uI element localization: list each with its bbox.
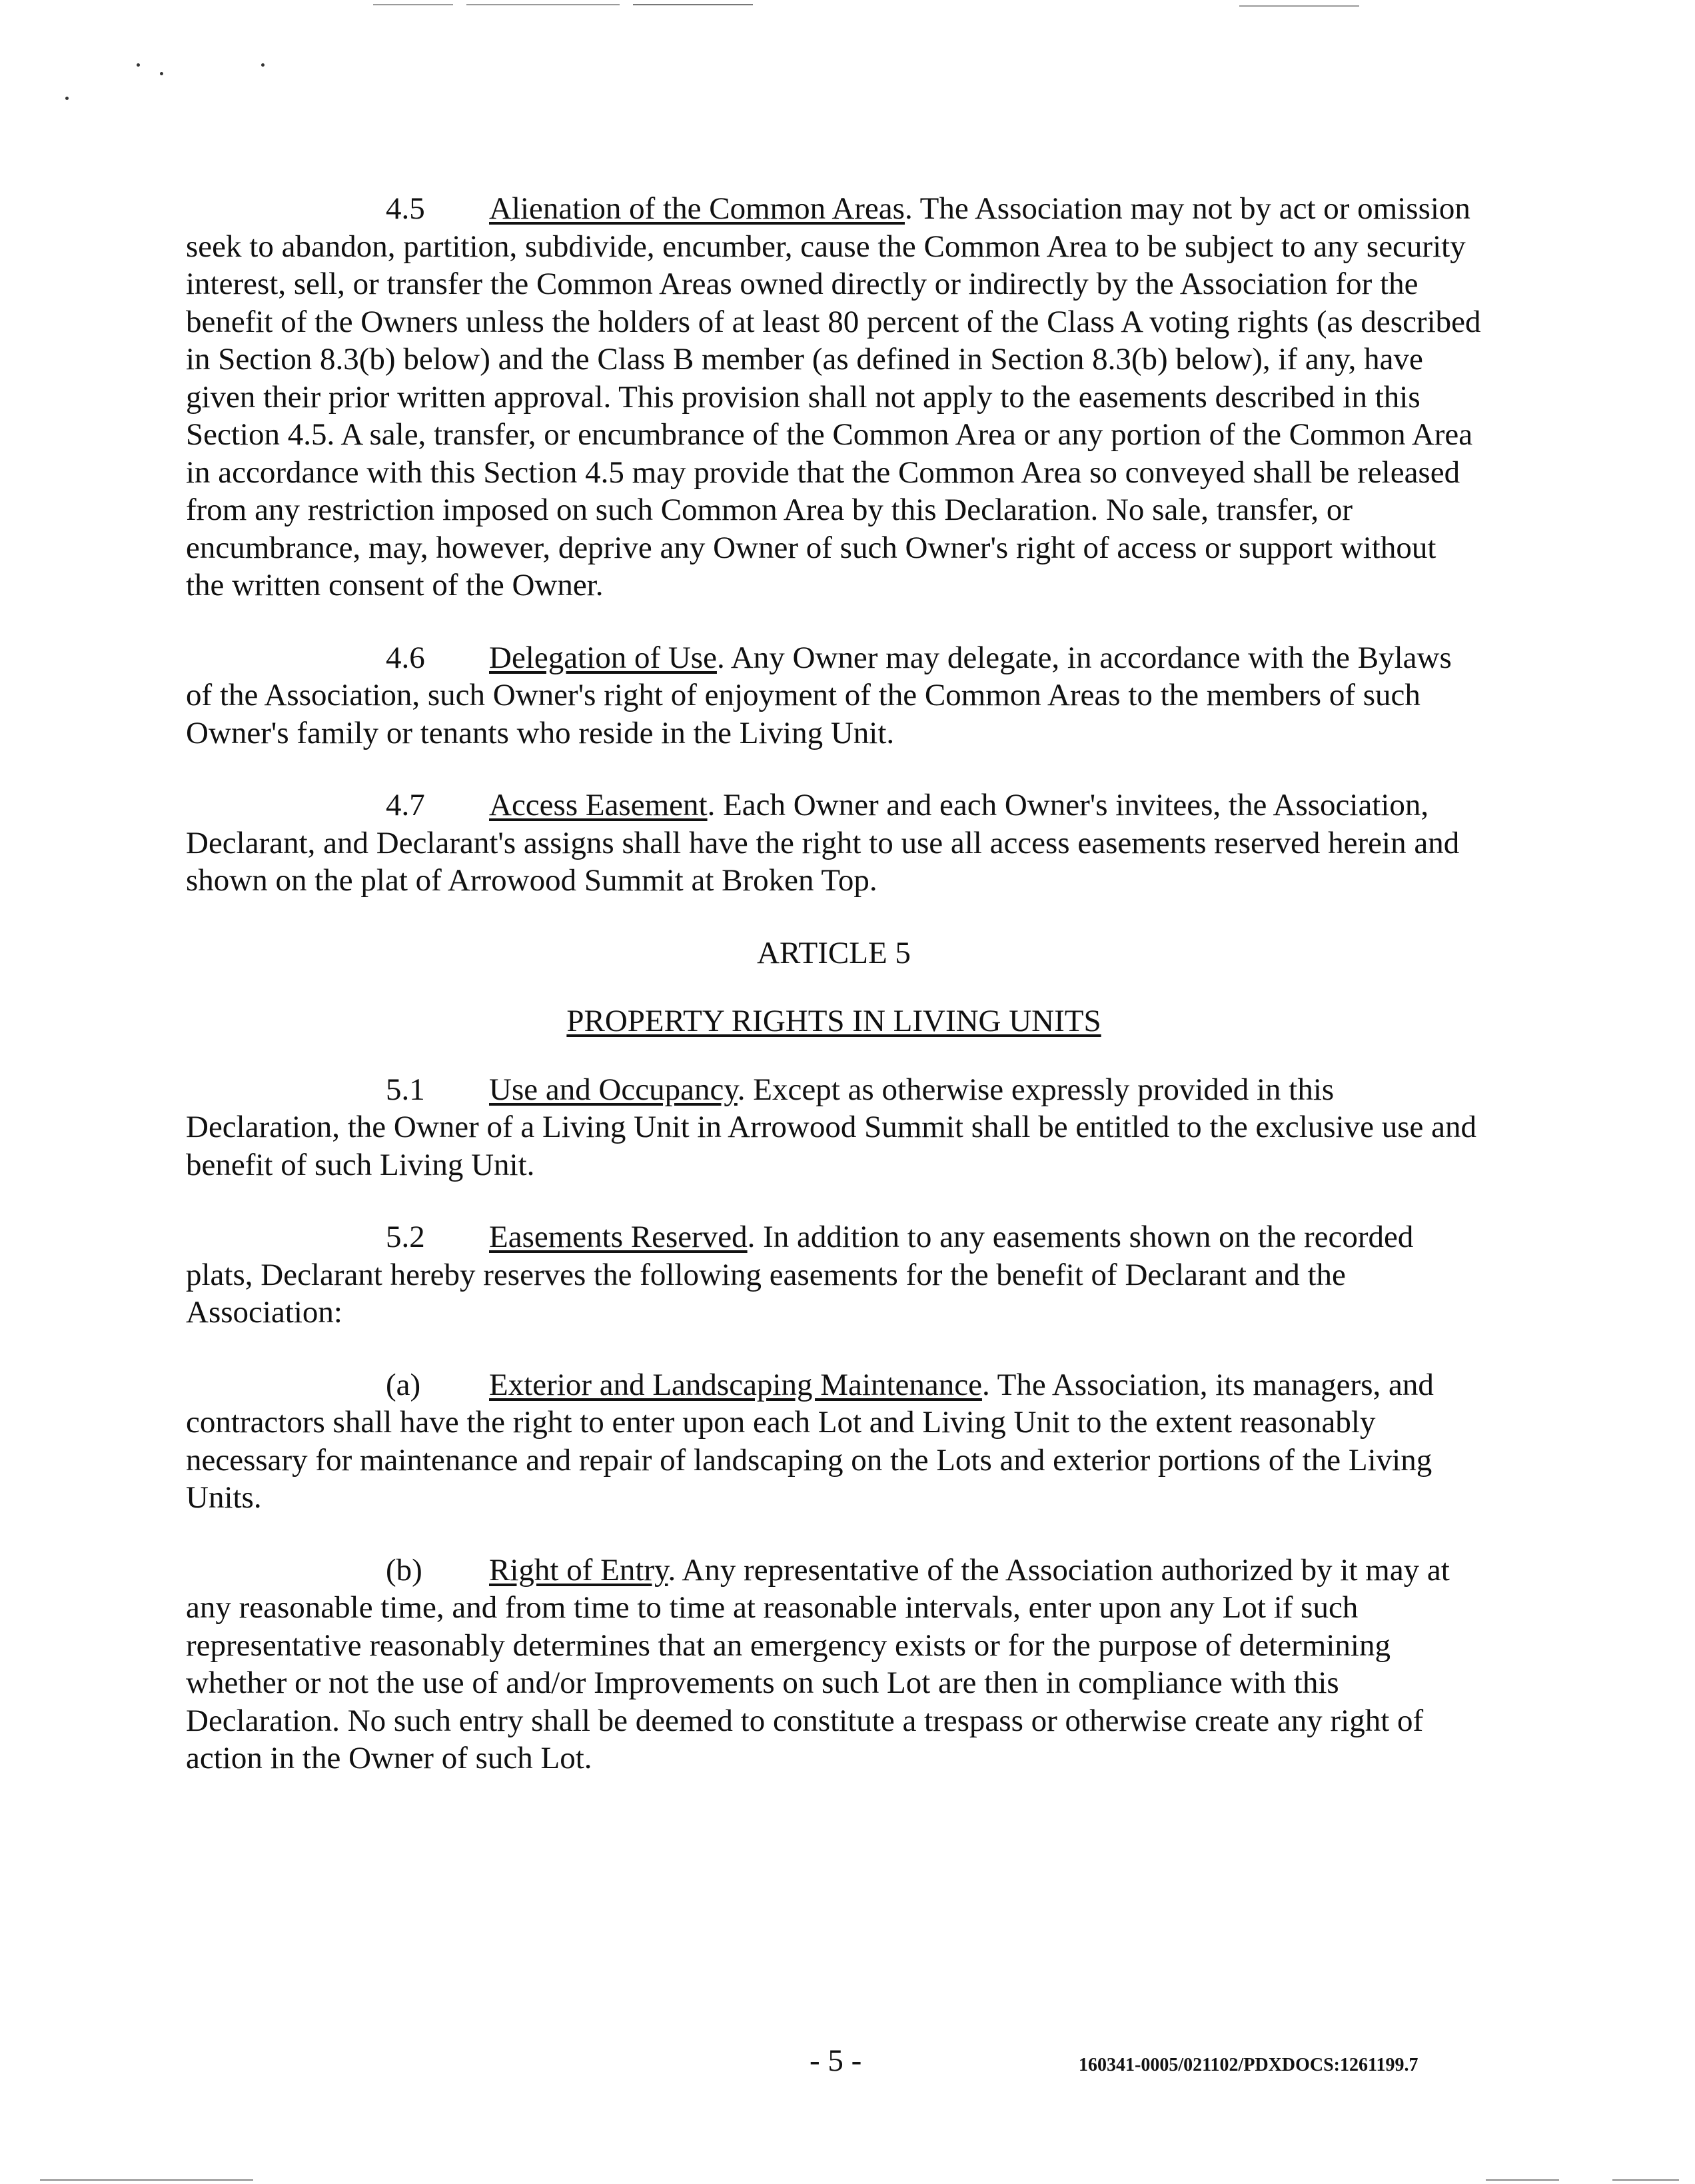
section-4-6 (186, 639, 1482, 752)
scan-artifact-line (373, 4, 453, 5)
section-text: . The Association may not by act or omission seek to abandon, partition, subdivide, encumber, cause the Common Area to be subject to any security interest, sell, or transfer the Common Areas owned directly or indirectly by the Association for the benefit of the Owners unless the holders of at least 80 percent of the Class A voting rights (as described in Section 8.3(b) below) and the Class B member (as defined in Section 8.3(b) below), if any, have given their prior written approval. This provision shall not apply to the easements described in this Section 4.5. A sale, transfer, or encumbrance of the Common Area or any portion of the Common Area in accordance with this Section 4.5 may provide that the Common Area so conveyed shall be released from any restriction imposed on such Common Area by this Declaration. No sale, transfer, or encumbrance, may, however, deprive any Owner of such Owner's right of access or support without the written consent of the Owner. (186, 191, 1481, 602)
scan-artifact-line (1486, 2179, 1559, 2181)
article-title-line (186, 1002, 1482, 1040)
subsection-label: (b) (386, 1552, 422, 1588)
article-title: PROPERTY RIGHTS IN LIVING UNITS (566, 1004, 1101, 1038)
page-number: - 5 - (810, 2043, 862, 2078)
section-text: . In addition to any easements shown on the recorded plats, Declarant hereby reserves the following easements for the benefit of Declarant and the Association: (186, 1220, 1414, 1330)
section-text: . Each Owner and each Owner's invitees, the Association, Declarant, and Declarant's assigns shall have the right to use all access easements reserved herein and shown on the plat of Arrowood Summit at Broken Top. (186, 788, 1460, 898)
subsection-a (186, 1366, 1482, 1517)
section-4-5 (186, 190, 1482, 604)
scan-speck (261, 63, 265, 67)
scan-artifact-line (40, 2179, 253, 2181)
subsection-text: . Any representative of the Association authorized by it may at any reasonable time, and from time to time at reasonable intervals, enter upon any Lot if such representative reasonably determines that an emergency exists or for the purpose of determining whether or not the use of and/or Improvements on such Lot are then in compliance with this Declaration. No such entry shall be deemed to constitute a trespass or otherwise create any right of action in the Owner of such Lot. (186, 1552, 1450, 1775)
document-body (186, 190, 1482, 1812)
scan-speck (137, 63, 140, 67)
section-text: . Except as otherwise expressly provided in this Declaration, the Owner of a Living Unit in Arrowood Summit shall be entitled to the exclusive use and benefit of such Living Unit. (186, 1072, 1477, 1182)
scan-speck (65, 97, 69, 100)
subsection-heading: Right of Entry (489, 1552, 668, 1588)
scan-artifact-line (1239, 5, 1359, 7)
section-number: 4.7 (386, 788, 425, 822)
section-heading: Alienation of the Common Areas (489, 191, 905, 226)
subsection-b (186, 1552, 1482, 1777)
subsection-heading: Exterior and Landscaping Maintenance (489, 1367, 982, 1402)
scan-artifact-line (1612, 2179, 1679, 2181)
section-heading: Delegation of Use (489, 640, 717, 675)
article-label: ARTICLE 5 (757, 935, 911, 970)
document-id: 160341-0005/021102/PDXDOCS:1261199.7 (1079, 2055, 1418, 2075)
section-heading: Access Easement (489, 788, 708, 822)
scan-artifact-line (633, 4, 753, 5)
section-5-1 (186, 1071, 1482, 1184)
section-number: 5.2 (386, 1220, 425, 1254)
subsection-text: . The Association, its managers, and contractors shall have the right to enter upon each Lot and Living Unit to the extent reasonably necessary for maintenance and repair of landscaping on the Lots and exterior portions of the Living Units. (186, 1367, 1434, 1515)
section-number: 4.5 (386, 191, 425, 226)
section-heading: Use and Occupancy (489, 1072, 738, 1107)
section-number: 4.6 (386, 640, 425, 675)
section-text: . Any Owner may delegate, in accordance with the Bylaws of the Association, such Owner's right of enjoyment of the Common Areas to the members of such Owner's family or tenants who reside in the Living Unit. (186, 640, 1452, 750)
scan-artifact-line (466, 4, 620, 5)
section-heading: Easements Reserved (489, 1220, 748, 1254)
section-4-7 (186, 786, 1482, 900)
section-number: 5.1 (386, 1072, 425, 1107)
scan-speck (160, 72, 163, 75)
section-5-2 (186, 1218, 1482, 1332)
subsection-label: (a) (386, 1367, 421, 1402)
